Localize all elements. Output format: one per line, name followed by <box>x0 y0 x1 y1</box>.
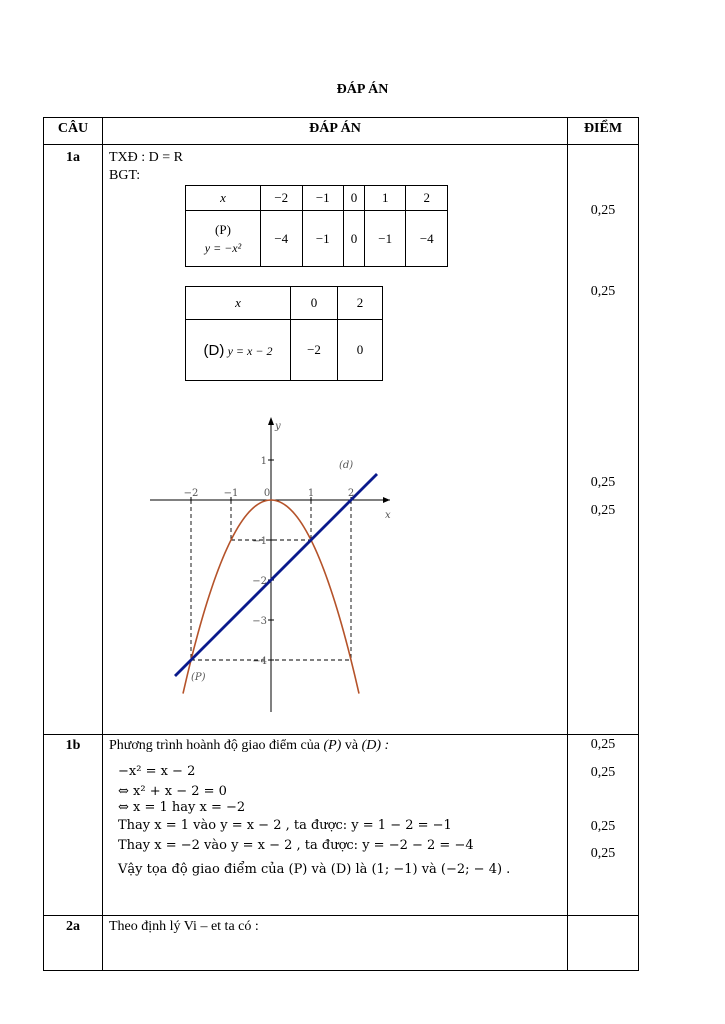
x-axis-arrow-icon <box>383 497 390 503</box>
x-tick-label: 0 <box>263 488 271 499</box>
intro-text: Phương trình hoành độ giao điểm của <box>109 738 320 753</box>
score-1b: 0,25 <box>590 765 616 780</box>
table-p-x-value: 2 <box>406 186 448 211</box>
score-1b: 0,25 <box>590 846 616 861</box>
table-p-y-label-top: (P) <box>215 221 231 237</box>
y-tick-label: 1 <box>260 456 267 467</box>
value-table-line <box>185 286 383 381</box>
domain-line: TXĐ : D = R <box>109 150 184 165</box>
table-border-bottom <box>43 970 639 971</box>
table-p-x-value: 0 <box>344 186 365 211</box>
table-p-y-value: −1 <box>364 211 406 267</box>
equation-line: ⇔ x² + x − 2 = 0 <box>118 784 227 799</box>
table-d-y-label-eq: y = x − 2 <box>227 343 273 358</box>
page-title: ĐÁP ÁN <box>336 82 389 97</box>
equation-line: −x² = x − 2 <box>118 764 196 779</box>
intro-d: (D) : <box>361 738 390 753</box>
y-tick-label: −1 <box>252 536 267 547</box>
score-1a: 0,25 <box>590 284 616 299</box>
x-axis-label: x <box>385 510 391 521</box>
table-col-divider-2 <box>567 117 568 971</box>
table-d-y-label <box>186 320 291 381</box>
y-tick-label: −2 <box>252 576 267 587</box>
intro-p: (P) <box>323 738 342 753</box>
table-row-divider-1b <box>43 734 639 735</box>
intro-and: và <box>344 738 359 753</box>
value-table-label: BGT: <box>109 168 141 183</box>
table-d-y-value: 0 <box>338 320 383 381</box>
table-d-x-label: x <box>186 287 291 320</box>
equation-line: ⇔ x = 1 hay x = −2 <box>118 800 246 815</box>
x-tick-label: −2 <box>183 488 199 499</box>
header-diem: ĐIỂM <box>583 121 623 136</box>
score-1b: 0,25 <box>590 819 616 834</box>
x-tick-label: 1 <box>307 488 315 499</box>
table-p-y-value: −4 <box>261 211 303 267</box>
x-tick-label: −1 <box>223 488 239 499</box>
table-border-right <box>638 117 639 971</box>
parabola-label: (P) <box>191 672 206 683</box>
table-border-left <box>43 117 44 971</box>
conclusion-line: Vậy tọa độ giao điểm của (P) và (D) là (1; −1) và (−2; − 4) . <box>118 862 511 877</box>
table-p-y-value: −1 <box>302 211 344 267</box>
table-p-x-value: −1 <box>302 186 344 211</box>
function-graph <box>145 412 405 722</box>
y-axis-arrow-icon <box>268 417 274 425</box>
table-p-x-value: −2 <box>261 186 303 211</box>
score-1a: 0,25 <box>590 203 616 218</box>
y-axis-label: y <box>275 421 281 432</box>
table-p-y-label <box>186 211 261 267</box>
table-d-x-value: 2 <box>338 287 383 320</box>
table-p-x-value: 1 <box>364 186 406 211</box>
table-d-y-value: −2 <box>291 320 338 381</box>
score-1a: 0,25 <box>590 503 616 518</box>
table-d-x-value: 0 <box>291 287 338 320</box>
table-p-x-label: x <box>186 186 261 211</box>
question-label-1a: 1a <box>66 150 80 165</box>
table-d-y-label-prefix: (D) <box>203 341 225 359</box>
table-border-top <box>43 117 639 118</box>
question-label-2a: 2a <box>66 919 80 934</box>
question-label-1b: 1b <box>65 738 81 753</box>
score-1a: 0,25 <box>590 475 616 490</box>
table-p-y-label-bottom: y = −x² <box>204 240 242 255</box>
intersection-intro <box>109 738 389 754</box>
table-col-divider-1 <box>102 117 103 971</box>
equation-line: Thay x = 1 vào y = x − 2 , ta được: y = 1 − 2 = −1 <box>118 818 452 833</box>
value-table-parabola <box>185 185 448 267</box>
equation-line: Thay x = −2 vào y = x − 2 , ta được: y = −2 − 2 = −4 <box>118 838 474 853</box>
line-d-label: (d) <box>339 460 354 471</box>
vieta-line: Theo định lý Vi – et ta có : <box>109 919 259 934</box>
y-tick-label: −4 <box>252 656 267 667</box>
y-tick-label: −3 <box>252 616 267 627</box>
table-row-divider-2a <box>43 915 639 916</box>
table-p-y-value: −4 <box>406 211 448 267</box>
score-1b: 0,25 <box>590 737 616 752</box>
table-header-divider <box>43 144 639 145</box>
table-p-y-value: 0 <box>344 211 365 267</box>
header-cau: CÂU <box>57 121 89 136</box>
axis-ticks <box>184 456 355 667</box>
x-tick-label: 2 <box>347 488 355 499</box>
header-dap-an: ĐÁP ÁN <box>309 121 361 136</box>
